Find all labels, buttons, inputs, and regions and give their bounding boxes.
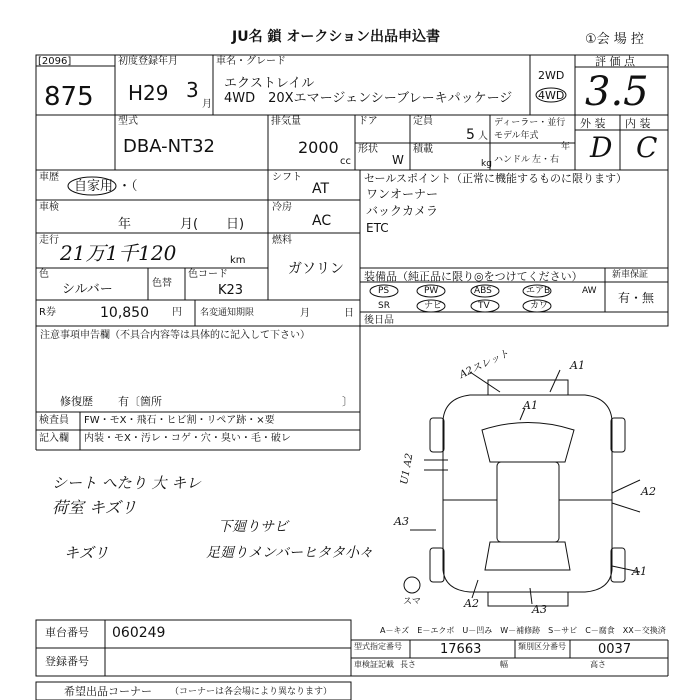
shaken-day: 日) — [226, 217, 245, 232]
color-code-label: 色コード — [188, 269, 228, 280]
shaken-year: 年 — [118, 217, 132, 232]
tax-month: 月 — [300, 308, 310, 319]
dims-label: 車検証記載 — [354, 660, 394, 669]
drive-4wd: 4WD — [538, 89, 565, 102]
model-label: 型式 — [118, 116, 138, 127]
damage-mark: A3 — [532, 603, 547, 616]
dims-length: 長さ — [400, 660, 416, 669]
shift-value: AT — [312, 181, 330, 197]
first-reg-label: 初度登録年月 — [118, 56, 178, 67]
fuel-label: 燃料 — [272, 235, 292, 246]
month-unit: 月 — [202, 99, 212, 110]
aircon-value: AC — [312, 213, 332, 229]
registration-label: 登録番号 — [45, 655, 89, 668]
handwritten-note: 足廻りメンバーヒタタ小々 — [206, 545, 374, 561]
damage-mark: U1 A2 — [399, 452, 416, 486]
displacement-value: 2000 — [298, 138, 339, 157]
car-grade: 4WD 20Xエマージェンシーブレーキパッケージ — [224, 91, 513, 106]
score-label: 評 価 点 — [595, 55, 635, 68]
handle-label: ハンドル — [494, 155, 531, 165]
handwritten-note: シート へたり 大 キレ — [52, 474, 202, 492]
damage-mark: A2スレット — [457, 348, 512, 381]
handle-options: 左・右 — [532, 155, 560, 165]
sales-points-label: セールスポイント（正常に機能するものに限ります） — [364, 172, 628, 185]
lot-number: 875 — [44, 82, 94, 112]
history-label: 車歴 — [39, 172, 59, 183]
sales-point-item: バックカメラ — [366, 204, 439, 218]
recycle-unit: 円 — [172, 307, 182, 318]
history-value: 自家用 — [74, 179, 114, 194]
model-value: DBA-NT32 — [123, 136, 215, 157]
car-diagram — [404, 370, 640, 606]
damage-mark: A2 — [641, 485, 656, 498]
chassis-value: 060249 — [112, 625, 166, 641]
dealer-label: ディーラー・並行 — [494, 118, 566, 128]
repair-value: 有〔箇所 — [118, 395, 162, 408]
model-year-label: モデル年式 — [494, 131, 539, 141]
score-value: 3.5 — [585, 69, 649, 115]
mileage-value: 21万1千120 — [60, 241, 177, 265]
equip-sr: SR — [378, 301, 390, 311]
form-id-label: 型式指定番号 — [354, 642, 402, 651]
chassis-label: 車台番号 — [45, 626, 89, 639]
ext-label: 外 装 — [580, 117, 606, 130]
damage-mark: A1 — [570, 359, 585, 372]
int-label: 内 装 — [625, 117, 651, 130]
footer-note: （コーナーは各会場により異なります） — [170, 687, 333, 697]
handwritten-note: キズリ — [64, 544, 109, 562]
class-value: 0037 — [598, 642, 632, 657]
displacement-label: 排気量 — [271, 116, 301, 127]
copy-label: ①会 場 控 — [585, 32, 644, 47]
dims-height: 高さ — [590, 660, 606, 669]
capacity-unit: 人 — [478, 131, 488, 142]
year-unit: 年 — [561, 142, 571, 152]
car-name-label: 車名・グレード — [216, 56, 286, 67]
equip-ps: PS — [378, 286, 390, 296]
recycle-value: 10,850 — [100, 305, 149, 321]
spare-label: スマ — [403, 597, 421, 607]
damage-legend: A－キズ E－エクボ U－凹み W－補修跡 S－サビ C－腐食 XX－交換済 — [380, 626, 666, 635]
equip-airbag: エアB — [526, 286, 551, 296]
color-value: シルバー — [62, 282, 113, 297]
shaken-month: 月( — [180, 217, 199, 232]
form-id-value: 17663 — [440, 642, 482, 657]
history-suffix: ・（ — [118, 179, 138, 194]
color-label: 色 — [39, 269, 49, 280]
damage-mark: A2 — [464, 597, 479, 610]
doors-label: ドア — [358, 116, 378, 127]
shape-value: W — [392, 153, 404, 167]
rear-label: 後日品 — [364, 315, 394, 326]
mileage-label: 走行 — [39, 235, 59, 246]
sales-point-item: ETC — [366, 221, 389, 235]
equip-aw: AW — [582, 286, 597, 296]
class-label: 類別区分番号 — [518, 642, 566, 651]
repair-label: 修復歴 — [60, 395, 93, 408]
first-reg-month: 3 — [186, 78, 199, 102]
capacity-label: 定員 — [413, 116, 433, 127]
car-name: エクストレイル — [224, 76, 315, 91]
load-unit: kg — [481, 159, 492, 169]
tax-day: 日 — [344, 308, 354, 319]
displacement-unit: cc — [340, 156, 351, 167]
sales-point-item: ワンオーナー — [366, 187, 439, 201]
notes-label: 注意事項申告欄（不具合内容等は具体的に記入して下さい） — [40, 330, 310, 341]
color-code: K23 — [218, 283, 244, 298]
damage-mark: A1 — [632, 565, 647, 578]
equip-leather: カワ — [530, 301, 549, 311]
load-label: 積載 — [413, 144, 433, 155]
checker-row-interior: 内装・モX・汚レ・コゲ・穴・臭い・毛・破レ — [84, 433, 291, 444]
entry-label: 記入欄 — [39, 433, 69, 444]
equipment-label: 装備品（純正品に限り◎をつけてください） — [364, 270, 583, 283]
int-value: C — [636, 131, 658, 164]
form-title: JU名 鎖 オークション出品申込書 — [232, 29, 441, 45]
ext-value: D — [590, 131, 613, 164]
shape-label: 形状 — [358, 144, 378, 155]
equip-pw: PW — [424, 286, 439, 296]
recycle-label: R券 — [39, 307, 56, 318]
lot-code: [2096] — [38, 56, 72, 67]
tax-label: 名変通知期限 — [200, 308, 255, 318]
equip-tv: TV — [478, 301, 490, 311]
capacity-value: 5 — [466, 127, 475, 143]
shift-label: シフト — [272, 172, 302, 183]
shaken-label: 車検 — [39, 202, 59, 213]
first-reg-year: H29 — [128, 81, 169, 105]
new-car-value: 有・無 — [618, 291, 655, 305]
handwritten-note: 下廻りサビ — [218, 519, 288, 535]
damage-mark: A3 — [394, 515, 409, 528]
aircon-label: 冷房 — [272, 202, 292, 213]
repair-close: 〕 — [342, 395, 353, 408]
footer-label: 希望出品コーナー — [64, 685, 152, 698]
checker-label: 検査員 — [39, 415, 69, 426]
equip-navi: ナビ — [424, 301, 443, 311]
drive-2wd: 2WD — [538, 69, 565, 82]
color-change-label: 色替 — [152, 278, 172, 289]
equip-abs: ABS — [474, 286, 492, 296]
fuel-value: ガソリン — [288, 261, 344, 277]
handwritten-note: 荷室 キズリ — [52, 498, 137, 517]
mileage-unit: km — [230, 255, 246, 266]
dims-width: 幅 — [500, 660, 508, 669]
damage-mark: A1 — [523, 399, 538, 412]
checker-row-exterior: FW・モX・飛石・ヒビ割・リペア跡・×要 — [84, 415, 275, 426]
new-car-label: 新車保証 — [612, 270, 649, 280]
